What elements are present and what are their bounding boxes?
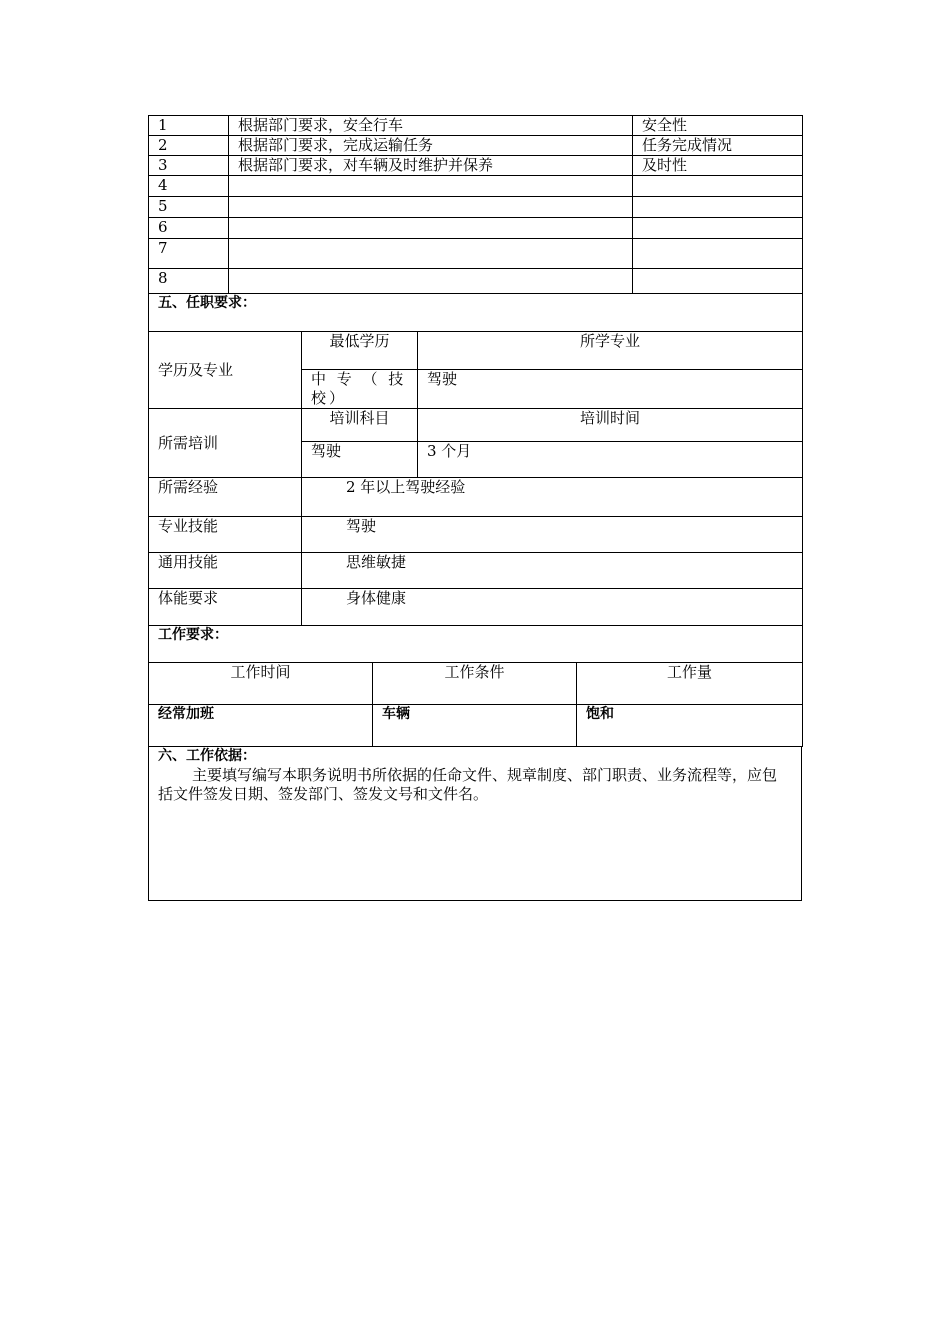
training-subject-header: 培训科目 bbox=[302, 409, 418, 442]
physical-value: 身体健康 bbox=[302, 589, 803, 626]
min-education-value: 中 专 （ 技 校） bbox=[302, 370, 418, 409]
training-time-value: 3 个月 bbox=[418, 442, 803, 478]
requirements-heading: 五、任职要求： bbox=[149, 294, 803, 332]
duty-content: 根据部门要求，安全行车 bbox=[229, 116, 633, 136]
duty-standard: 任务完成情况 bbox=[633, 136, 803, 156]
duty-row bbox=[149, 218, 803, 239]
duty-no: 1 bbox=[149, 116, 229, 136]
duty-content bbox=[229, 176, 633, 197]
duty-standard bbox=[633, 218, 803, 239]
general-skill-label: 通用技能 bbox=[149, 553, 302, 589]
training-subject-value: 驾驶 bbox=[302, 442, 418, 478]
work-condition-value: 车辆 bbox=[373, 705, 577, 747]
duty-row bbox=[149, 239, 803, 269]
duty-row bbox=[149, 116, 803, 136]
requirements-table bbox=[148, 294, 803, 626]
training-time-header: 培训时间 bbox=[418, 409, 803, 442]
min-education-header: 最低学历 bbox=[302, 332, 418, 370]
duty-standard: 安全性 bbox=[633, 116, 803, 136]
duty-no: 5 bbox=[149, 197, 229, 218]
basis-heading: 六、工作依据： bbox=[158, 748, 256, 764]
professional-skill-label: 专业技能 bbox=[149, 517, 302, 553]
duty-row bbox=[149, 176, 803, 197]
physical-label: 体能要求 bbox=[149, 589, 302, 626]
major-header: 所学专业 bbox=[418, 332, 803, 370]
duty-row bbox=[149, 197, 803, 218]
duty-standard bbox=[633, 269, 803, 294]
training-label: 所需培训 bbox=[149, 409, 302, 478]
duty-standard bbox=[633, 197, 803, 218]
duty-content bbox=[229, 197, 633, 218]
duty-standard bbox=[633, 176, 803, 197]
work-condition-header: 工作条件 bbox=[373, 663, 577, 705]
basis-text: 主要填写编写本职务说明书所依据的任命文件、规章制度、部门职责、业务流程等，应包括文件签发日期、签发部门、签发文号和文件名。 bbox=[158, 766, 778, 803]
duty-content bbox=[229, 239, 633, 269]
work-requirements-table bbox=[148, 626, 803, 747]
duty-row bbox=[149, 156, 803, 176]
basis-table bbox=[148, 747, 802, 901]
work-time-header: 工作时间 bbox=[149, 663, 373, 705]
duty-no: 4 bbox=[149, 176, 229, 197]
duty-content bbox=[229, 269, 633, 294]
duty-content: 根据部门要求，完成运输任务 bbox=[229, 136, 633, 156]
duty-no: 6 bbox=[149, 218, 229, 239]
duty-standard bbox=[633, 239, 803, 269]
experience-value: 2 年以上驾驶经验 bbox=[302, 478, 803, 517]
duty-content: 根据部门要求，对车辆及时维护并保养 bbox=[229, 156, 633, 176]
work-time-value: 经常加班 bbox=[149, 705, 373, 747]
major-value: 驾驶 bbox=[418, 370, 803, 409]
work-load-value: 饱和 bbox=[577, 705, 803, 747]
work-heading: 工作要求： bbox=[149, 626, 803, 663]
duty-standard: 及时性 bbox=[633, 156, 803, 176]
duty-row bbox=[149, 269, 803, 294]
duty-row bbox=[149, 136, 803, 156]
job-description-page bbox=[148, 115, 802, 901]
duty-no: 2 bbox=[149, 136, 229, 156]
duty-no: 8 bbox=[149, 269, 229, 294]
education-label: 学历及专业 bbox=[149, 332, 302, 409]
duty-no: 7 bbox=[149, 239, 229, 269]
experience-label: 所需经验 bbox=[149, 478, 302, 517]
work-load-header: 工作量 bbox=[577, 663, 803, 705]
duties-table bbox=[148, 115, 803, 294]
professional-skill-value: 驾驶 bbox=[302, 517, 803, 553]
duty-no: 3 bbox=[149, 156, 229, 176]
duty-content bbox=[229, 218, 633, 239]
general-skill-value: 思维敏捷 bbox=[302, 553, 803, 589]
